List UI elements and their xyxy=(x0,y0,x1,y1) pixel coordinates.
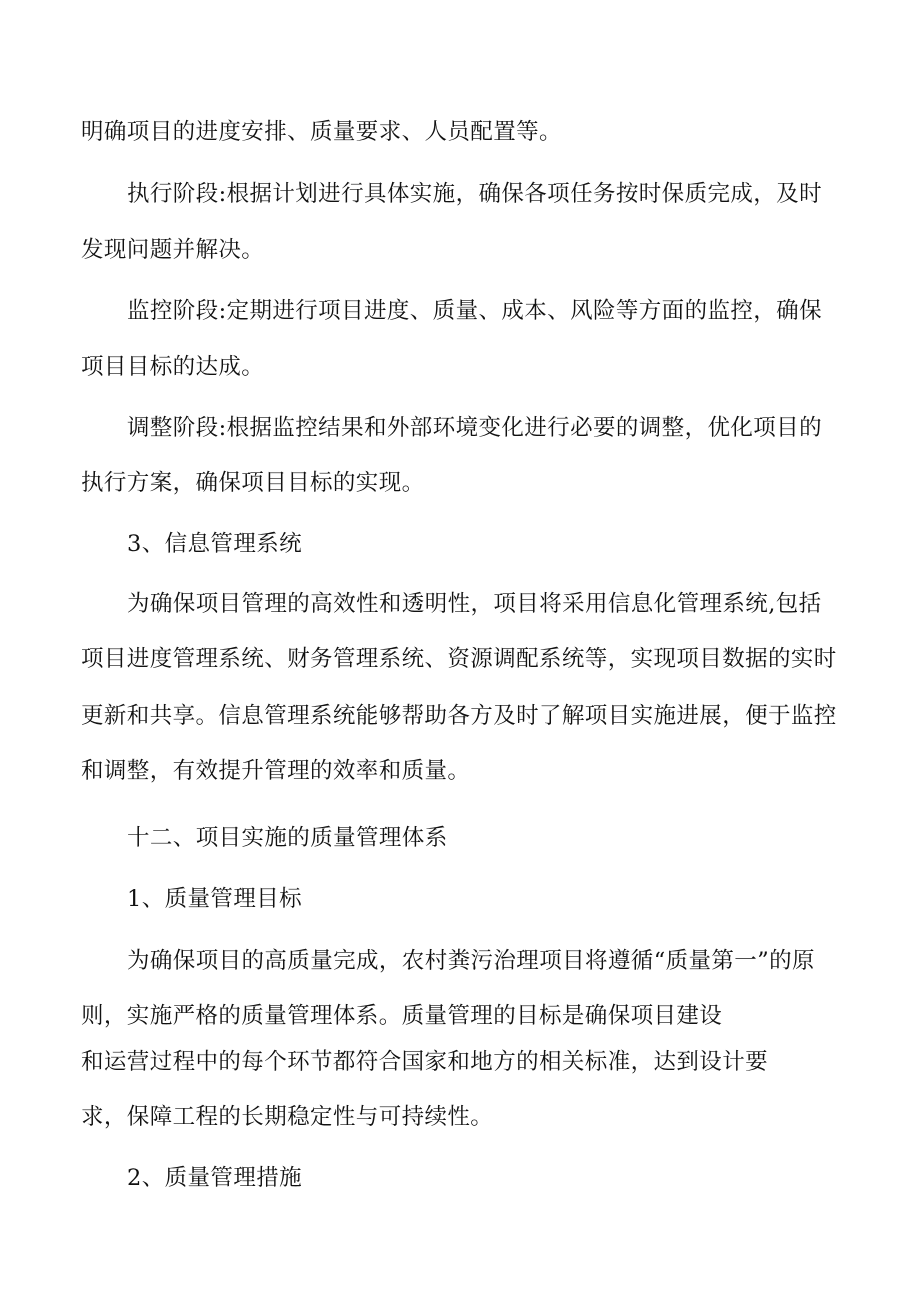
paragraph-line: 则，实施严格的质量管理体系。质量管理的目标是确保项目建设 xyxy=(81,1003,723,1029)
paragraph-line: 监控阶段:定期进行项目进度、质量、成本、风险等方面的监控，确保 xyxy=(127,298,822,324)
paragraph-line: 求，保障工程的长期稳定性与可持续性。 xyxy=(81,1104,494,1130)
section-heading: 3、信息管理系统 xyxy=(127,531,303,557)
paragraph-line: 发现问题并解决。 xyxy=(81,237,265,263)
paragraph-line: 为确保项目管理的高效性和透明性，项目将采用信息化管理系统,包括 xyxy=(127,591,822,617)
paragraph-line: 和运营过程中的每个环节都符合国家和地方的相关标准，达到设计要 xyxy=(81,1049,769,1075)
paragraph-line: 为确保项目的高质量完成，农村粪污治理项目将遵循“质量第一”的原 xyxy=(127,948,815,974)
paragraph-line: 项目进度管理系统、财务管理系统、资源调配系统等，实现项目数据的实时 xyxy=(81,646,837,672)
paragraph-line: 更新和共享。信息管理系统能够帮助各方及时了解项目实施进展，便于监控 xyxy=(81,703,837,729)
paragraph-line: 执行方案，确保项目目标的实现。 xyxy=(81,470,425,496)
paragraph-line: 执行阶段:根据计划进行具体实施，确保各项任务按时保质完成，及时 xyxy=(127,181,822,207)
paragraph-line: 和调整，有效提升管理的效率和质量。 xyxy=(81,758,471,784)
paragraph-line: 明确项目的进度安排、质量要求、人员配置等。 xyxy=(81,119,562,145)
paragraph-line: 调整阶段:根据监控结果和外部环境变化进行必要的调整，优化项目的 xyxy=(127,415,822,441)
section-heading: 2、质量管理措施 xyxy=(127,1165,303,1191)
chapter-heading: 十二、项目实施的质量管理体系 xyxy=(127,825,448,851)
section-heading: 1、质量管理目标 xyxy=(127,886,303,912)
paragraph-line: 项目目标的达成。 xyxy=(81,354,265,380)
